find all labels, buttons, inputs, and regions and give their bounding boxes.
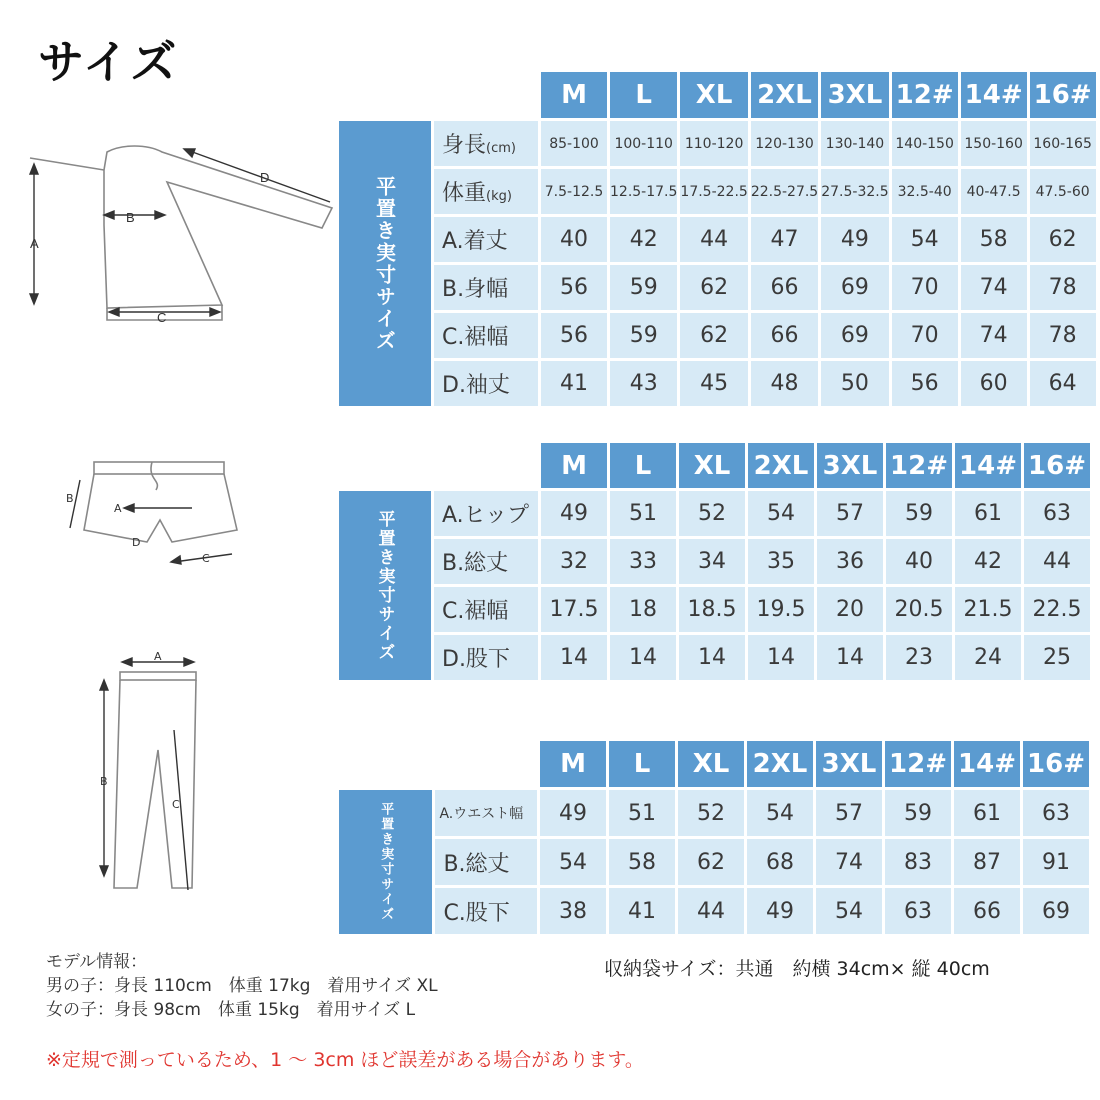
table-row	[339, 313, 1096, 358]
cell: 57	[816, 790, 882, 836]
cell: 56	[541, 265, 607, 310]
model-info-boy: 男の子：身長 110cm 体重 17kg 着用サイズ XL	[46, 976, 438, 996]
cell: 54	[748, 491, 814, 536]
size-header: M	[540, 741, 606, 787]
size-header: XL	[679, 443, 745, 488]
cell: 7.5-12.5	[541, 169, 607, 214]
size-header-row	[339, 443, 1090, 488]
cell: 54	[816, 888, 882, 934]
label-b: B	[126, 210, 135, 225]
table-row	[339, 121, 1096, 166]
pants-label-a: A	[154, 650, 162, 663]
table-row	[339, 265, 1096, 310]
model-info	[46, 950, 438, 1022]
table-row	[339, 839, 1089, 885]
cell: 52	[678, 790, 744, 836]
row-label: B.総丈	[434, 539, 538, 584]
size-header: 3XL	[816, 741, 882, 787]
shorts-label-d: D	[132, 536, 141, 549]
size-header-row	[339, 741, 1089, 787]
cell: 59	[886, 491, 952, 536]
cell: 32.5-40	[892, 169, 958, 214]
size-header: 16#	[1024, 443, 1090, 488]
cell: 63	[1023, 790, 1089, 836]
size-header-row	[339, 72, 1096, 118]
row-label: 身長(cm)	[434, 121, 538, 166]
cell: 66	[751, 265, 818, 310]
cell: 61	[955, 491, 1021, 536]
model-info-heading: モデル情報：	[46, 952, 148, 972]
row-label: A.ウエスト幅	[435, 790, 537, 836]
table-row	[339, 635, 1090, 680]
pants-size-table	[336, 738, 1092, 937]
cell: 59	[610, 313, 677, 358]
shorts-diagram	[52, 450, 252, 580]
cell: 18	[610, 587, 676, 632]
cell: 44	[678, 888, 744, 934]
table-row	[339, 888, 1089, 934]
size-header: 2XL	[747, 741, 813, 787]
cell: 70	[892, 313, 958, 358]
cell: 23	[886, 635, 952, 680]
size-header: 16#	[1030, 72, 1096, 118]
size-header: M	[541, 72, 607, 118]
cell: 66	[954, 888, 1020, 934]
cell: 17.5	[541, 587, 607, 632]
cell: 120-130	[751, 121, 818, 166]
cell: 20	[817, 587, 883, 632]
cell: 33	[610, 539, 676, 584]
cell: 63	[1024, 491, 1090, 536]
table-row	[339, 217, 1096, 262]
cell: 24	[955, 635, 1021, 680]
cell: 20.5	[886, 587, 952, 632]
label-c: C	[157, 310, 167, 325]
cell: 74	[961, 313, 1027, 358]
cell: 44	[680, 217, 747, 262]
cell: 43	[610, 361, 677, 406]
cell: 85-100	[541, 121, 607, 166]
cell: 49	[747, 888, 813, 934]
shorts-label-c: C	[202, 552, 210, 565]
cell: 74	[816, 839, 882, 885]
size-header: 16#	[1023, 741, 1089, 787]
table-row	[339, 539, 1090, 584]
cell: 68	[747, 839, 813, 885]
row-label: A.着丈	[434, 217, 538, 262]
cell: 44	[1024, 539, 1090, 584]
pants-label-b: B	[100, 775, 108, 788]
cell: 50	[821, 361, 888, 406]
cell: 47	[751, 217, 818, 262]
table-row	[339, 587, 1090, 632]
row-label: A.ヒップ	[434, 491, 538, 536]
table-row	[339, 361, 1096, 406]
cell: 62	[678, 839, 744, 885]
cell: 36	[817, 539, 883, 584]
cell: 58	[609, 839, 675, 885]
pants-label-c: C	[172, 798, 180, 811]
label-d: D	[260, 170, 270, 185]
storage-bag-size: 収納袋サイズ：共通 約横 34cm× 縦 40cm	[604, 958, 990, 980]
cell: 110-120	[680, 121, 747, 166]
cell: 54	[747, 790, 813, 836]
cell: 60	[961, 361, 1027, 406]
cell: 69	[821, 313, 888, 358]
cell: 57	[817, 491, 883, 536]
cell: 40	[886, 539, 952, 584]
row-label: C.裾幅	[434, 313, 538, 358]
side-label: 平置き実寸サイズ	[339, 790, 432, 934]
cell: 59	[610, 265, 677, 310]
row-label: B.総丈	[435, 839, 537, 885]
side-label: 平置き実寸サイズ	[339, 491, 431, 680]
cell: 12.5-17.5	[610, 169, 677, 214]
cell: 48	[751, 361, 818, 406]
model-info-girl: 女の子：身長 98cm 体重 15kg 着用サイズ L	[46, 1000, 416, 1020]
cell: 54	[540, 839, 606, 885]
cell: 78	[1030, 313, 1096, 358]
row-label: B.身幅	[434, 265, 538, 310]
cell: 35	[748, 539, 814, 584]
cell: 14	[817, 635, 883, 680]
table-row	[339, 790, 1089, 836]
table-row	[339, 169, 1096, 214]
size-header: 12#	[885, 741, 951, 787]
cell: 47.5-60	[1030, 169, 1096, 214]
cell: 59	[885, 790, 951, 836]
tops-size-table	[336, 69, 1099, 409]
cell: 58	[961, 217, 1027, 262]
row-label: D.袖丈	[434, 361, 538, 406]
cell: 40-47.5	[961, 169, 1027, 214]
cell: 83	[885, 839, 951, 885]
cell: 54	[892, 217, 958, 262]
row-label: C.裾幅	[434, 587, 538, 632]
size-header: XL	[680, 72, 747, 118]
cell: 34	[679, 539, 745, 584]
row-label: C.股下	[435, 888, 537, 934]
size-header: 3XL	[817, 443, 883, 488]
cell: 14	[610, 635, 676, 680]
cell: 56	[541, 313, 607, 358]
cell: 62	[1030, 217, 1096, 262]
page-title: サイズ	[38, 35, 179, 89]
shorts-label-a: A	[114, 502, 122, 515]
label-a: A	[30, 236, 39, 251]
cell: 27.5-32.5	[821, 169, 888, 214]
row-label: D.股下	[434, 635, 538, 680]
shorts-size-table	[336, 440, 1093, 683]
size-header: M	[541, 443, 607, 488]
cell: 40	[541, 217, 607, 262]
cell: 63	[885, 888, 951, 934]
cell: 25	[1024, 635, 1090, 680]
size-header: L	[610, 72, 677, 118]
table-row	[339, 491, 1090, 536]
cell: 78	[1030, 265, 1096, 310]
size-header: 12#	[886, 443, 952, 488]
cell: 150-160	[961, 121, 1027, 166]
cell: 18.5	[679, 587, 745, 632]
cell: 22.5-27.5	[751, 169, 818, 214]
cell: 100-110	[610, 121, 677, 166]
cell: 21.5	[955, 587, 1021, 632]
size-header: 2XL	[748, 443, 814, 488]
cell: 69	[821, 265, 888, 310]
cell: 32	[541, 539, 607, 584]
cell: 41	[609, 888, 675, 934]
cell: 38	[540, 888, 606, 934]
cell: 140-150	[892, 121, 958, 166]
cell: 22.5	[1024, 587, 1090, 632]
measurement-note: ※定規で測っているため、1 ～ 3cm ほど誤差がある場合があります。	[46, 1049, 644, 1071]
size-header: 3XL	[821, 72, 888, 118]
rashguard-diagram	[12, 130, 342, 330]
cell: 74	[961, 265, 1027, 310]
size-header: 14#	[961, 72, 1027, 118]
shorts-label-b: B	[66, 492, 74, 505]
cell: 42	[955, 539, 1021, 584]
cell: 49	[540, 790, 606, 836]
size-header: 12#	[892, 72, 958, 118]
size-header: 14#	[954, 741, 1020, 787]
cell: 19.5	[748, 587, 814, 632]
cell: 17.5-22.5	[680, 169, 747, 214]
cell: 70	[892, 265, 958, 310]
cell: 45	[680, 361, 747, 406]
cell: 52	[679, 491, 745, 536]
cell: 51	[609, 790, 675, 836]
cell: 69	[1023, 888, 1089, 934]
cell: 14	[679, 635, 745, 680]
cell: 51	[610, 491, 676, 536]
size-header: 14#	[955, 443, 1021, 488]
size-header: L	[609, 741, 675, 787]
row-label: 体重(kg)	[434, 169, 538, 214]
size-header: XL	[678, 741, 744, 787]
cell: 64	[1030, 361, 1096, 406]
size-header: L	[610, 443, 676, 488]
cell: 56	[892, 361, 958, 406]
cell: 42	[610, 217, 677, 262]
cell: 160-165	[1030, 121, 1096, 166]
cell: 14	[541, 635, 607, 680]
cell: 49	[541, 491, 607, 536]
pants-diagram	[92, 640, 222, 900]
size-header: 2XL	[751, 72, 818, 118]
cell: 14	[748, 635, 814, 680]
cell: 62	[680, 313, 747, 358]
cell: 49	[821, 217, 888, 262]
cell: 61	[954, 790, 1020, 836]
cell: 130-140	[821, 121, 888, 166]
cell: 66	[751, 313, 818, 358]
cell: 91	[1023, 839, 1089, 885]
cell: 87	[954, 839, 1020, 885]
cell: 41	[541, 361, 607, 406]
side-label: 平置き実寸サイズ	[339, 121, 431, 406]
cell: 62	[680, 265, 747, 310]
